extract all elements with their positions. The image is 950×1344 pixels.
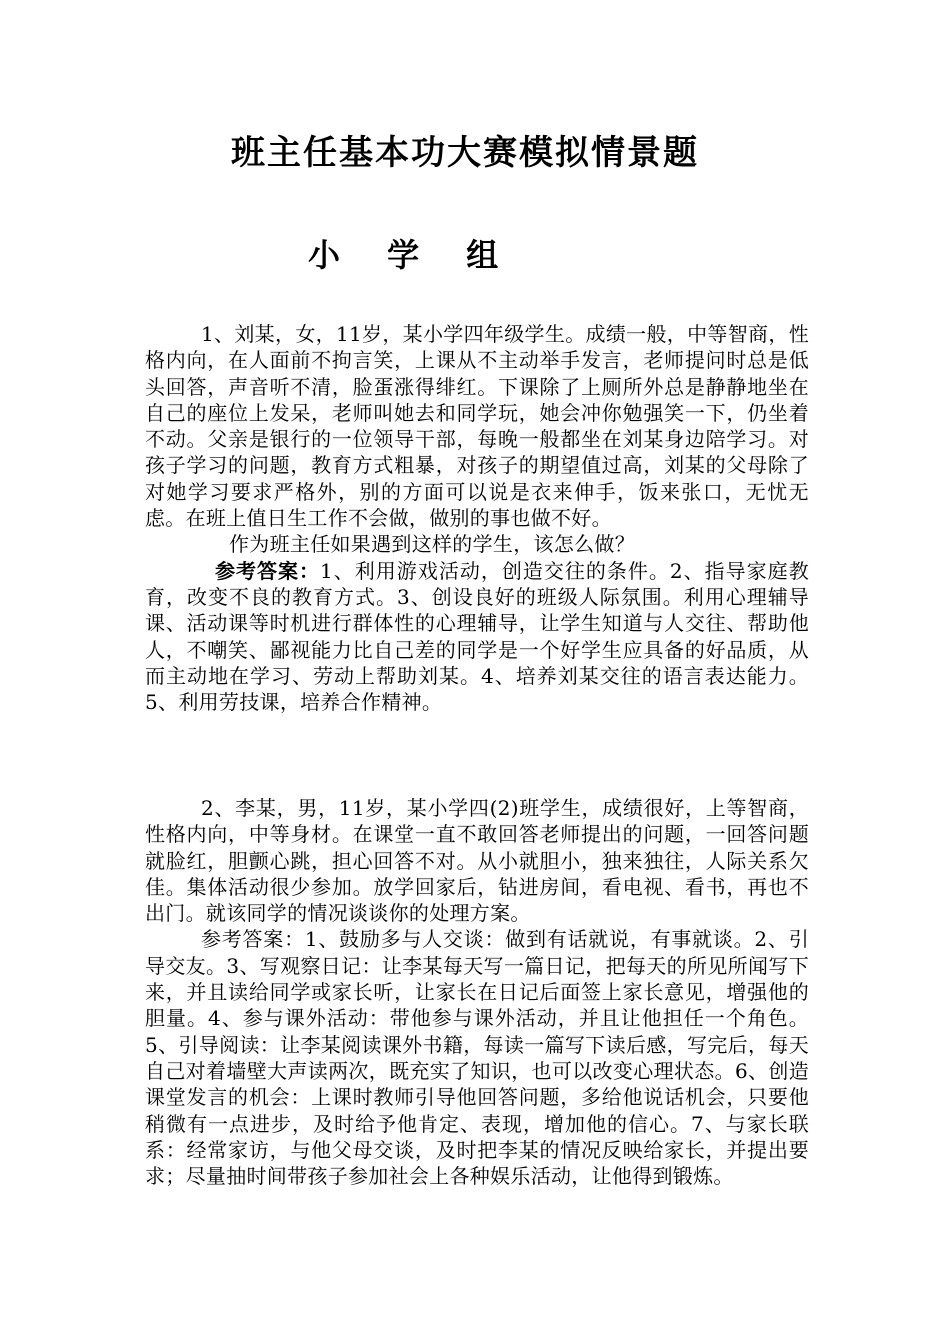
case-1-answer [145,558,809,716]
case-1-answer-text: 1、利用游戏活动，创造交往的条件。2、指导家庭教育，改变不良的教育方式。3、创设良好的班级人际氛围。利用心理辅导课、活动课等时机进行群体性的心理辅导，让学生知道与人交往、帮助他人，不嘲笑、鄙视能力比自己差的同学是一个好学生应具备的好品质，从而主动地在学习、劳动上帮助刘某。4、培养刘某交往的语言表达能力。5、利用劳技课，培养合作精神。 [145,558,809,715]
case-1-answer-label: 参考答案： [215,558,321,583]
case-2-answer: 参考答案：1、鼓励多与人交谈：做到有话就说，有事就谈。2、引导交友。3、写观察日记：让李某每天写一篇日记，把每天的所见所闻写下来，并且读给同学或家长听，让家长在日记后面签上家长意见，增强他的胆量。4、参与课外活动：带他参与课外活动，并且让他担任一个角色。5、引导阅读：让李某阅读课外书籍，每读一篇写下读后感，写完后，每天自己对着墙壁大声读两次，既充实了知识，也可以改变心理状态。6、创造课堂发言的机会：上课时教师引导他回答问题，多给他说话机会，只要他稍微有一点进步，及时给予他肯定、表现，增加他的信心。7、与家长联系：经常家访，与他父母交谈，及时把李某的情况反映给家长，并提出要求；尽量抽时间带孩子参加社会上各种娱乐活动，让他得到锻炼。 [145,927,809,1189]
page-title: 班主任基本功大赛模拟情景题 [231,133,699,173]
case-1-description: 1、刘某，女，11岁，某小学四年级学生。成绩一般，中等智商，性格内向，在人面前不拘言笑，上课从不主动举手发言，老师提问时总是低头回答，声音听不清，脸蛋涨得绯红。下课除了上厕所外总是静静地坐在自己的座位上发呆，老师叫她去和同学玩，她会冲你勉强笑一下，仍坐着不动。父亲是银行的一位领导干部，每晚一般都坐在刘某身边陪学习。对孩子学习的问题，教育方式粗暴，对孩子的期望值过高，刘某的父母除了对她学习要求严格外，别的方面可以说是衣来伸手，饭来张口，无忧无虑。在班上值日生工作不会做，做别的事也做不好。 [145,322,809,531]
case-1-section [145,321,809,715]
case-1-question: 作为班主任如果遇到这样的学生，该怎么做？ [229,532,635,557]
case-2-section [145,795,809,1189]
case-2-description: 2、李某，男，11岁，某小学四(2)班学生，成绩很好，上等智商，性格内向，中等身材。在课堂一直不敢回答老师提出的问题，一回答问题就脸红，胆颤心跳，担心回答不对。从小就胆小，独来独往，人际关系欠佳。集体活动很少参加。放学回家后，钻进房间，看电视、看书，再也不出门。就该同学的情况谈谈你的处理方案。 [145,796,809,926]
page-subtitle: 小 学 组 [308,236,517,274]
